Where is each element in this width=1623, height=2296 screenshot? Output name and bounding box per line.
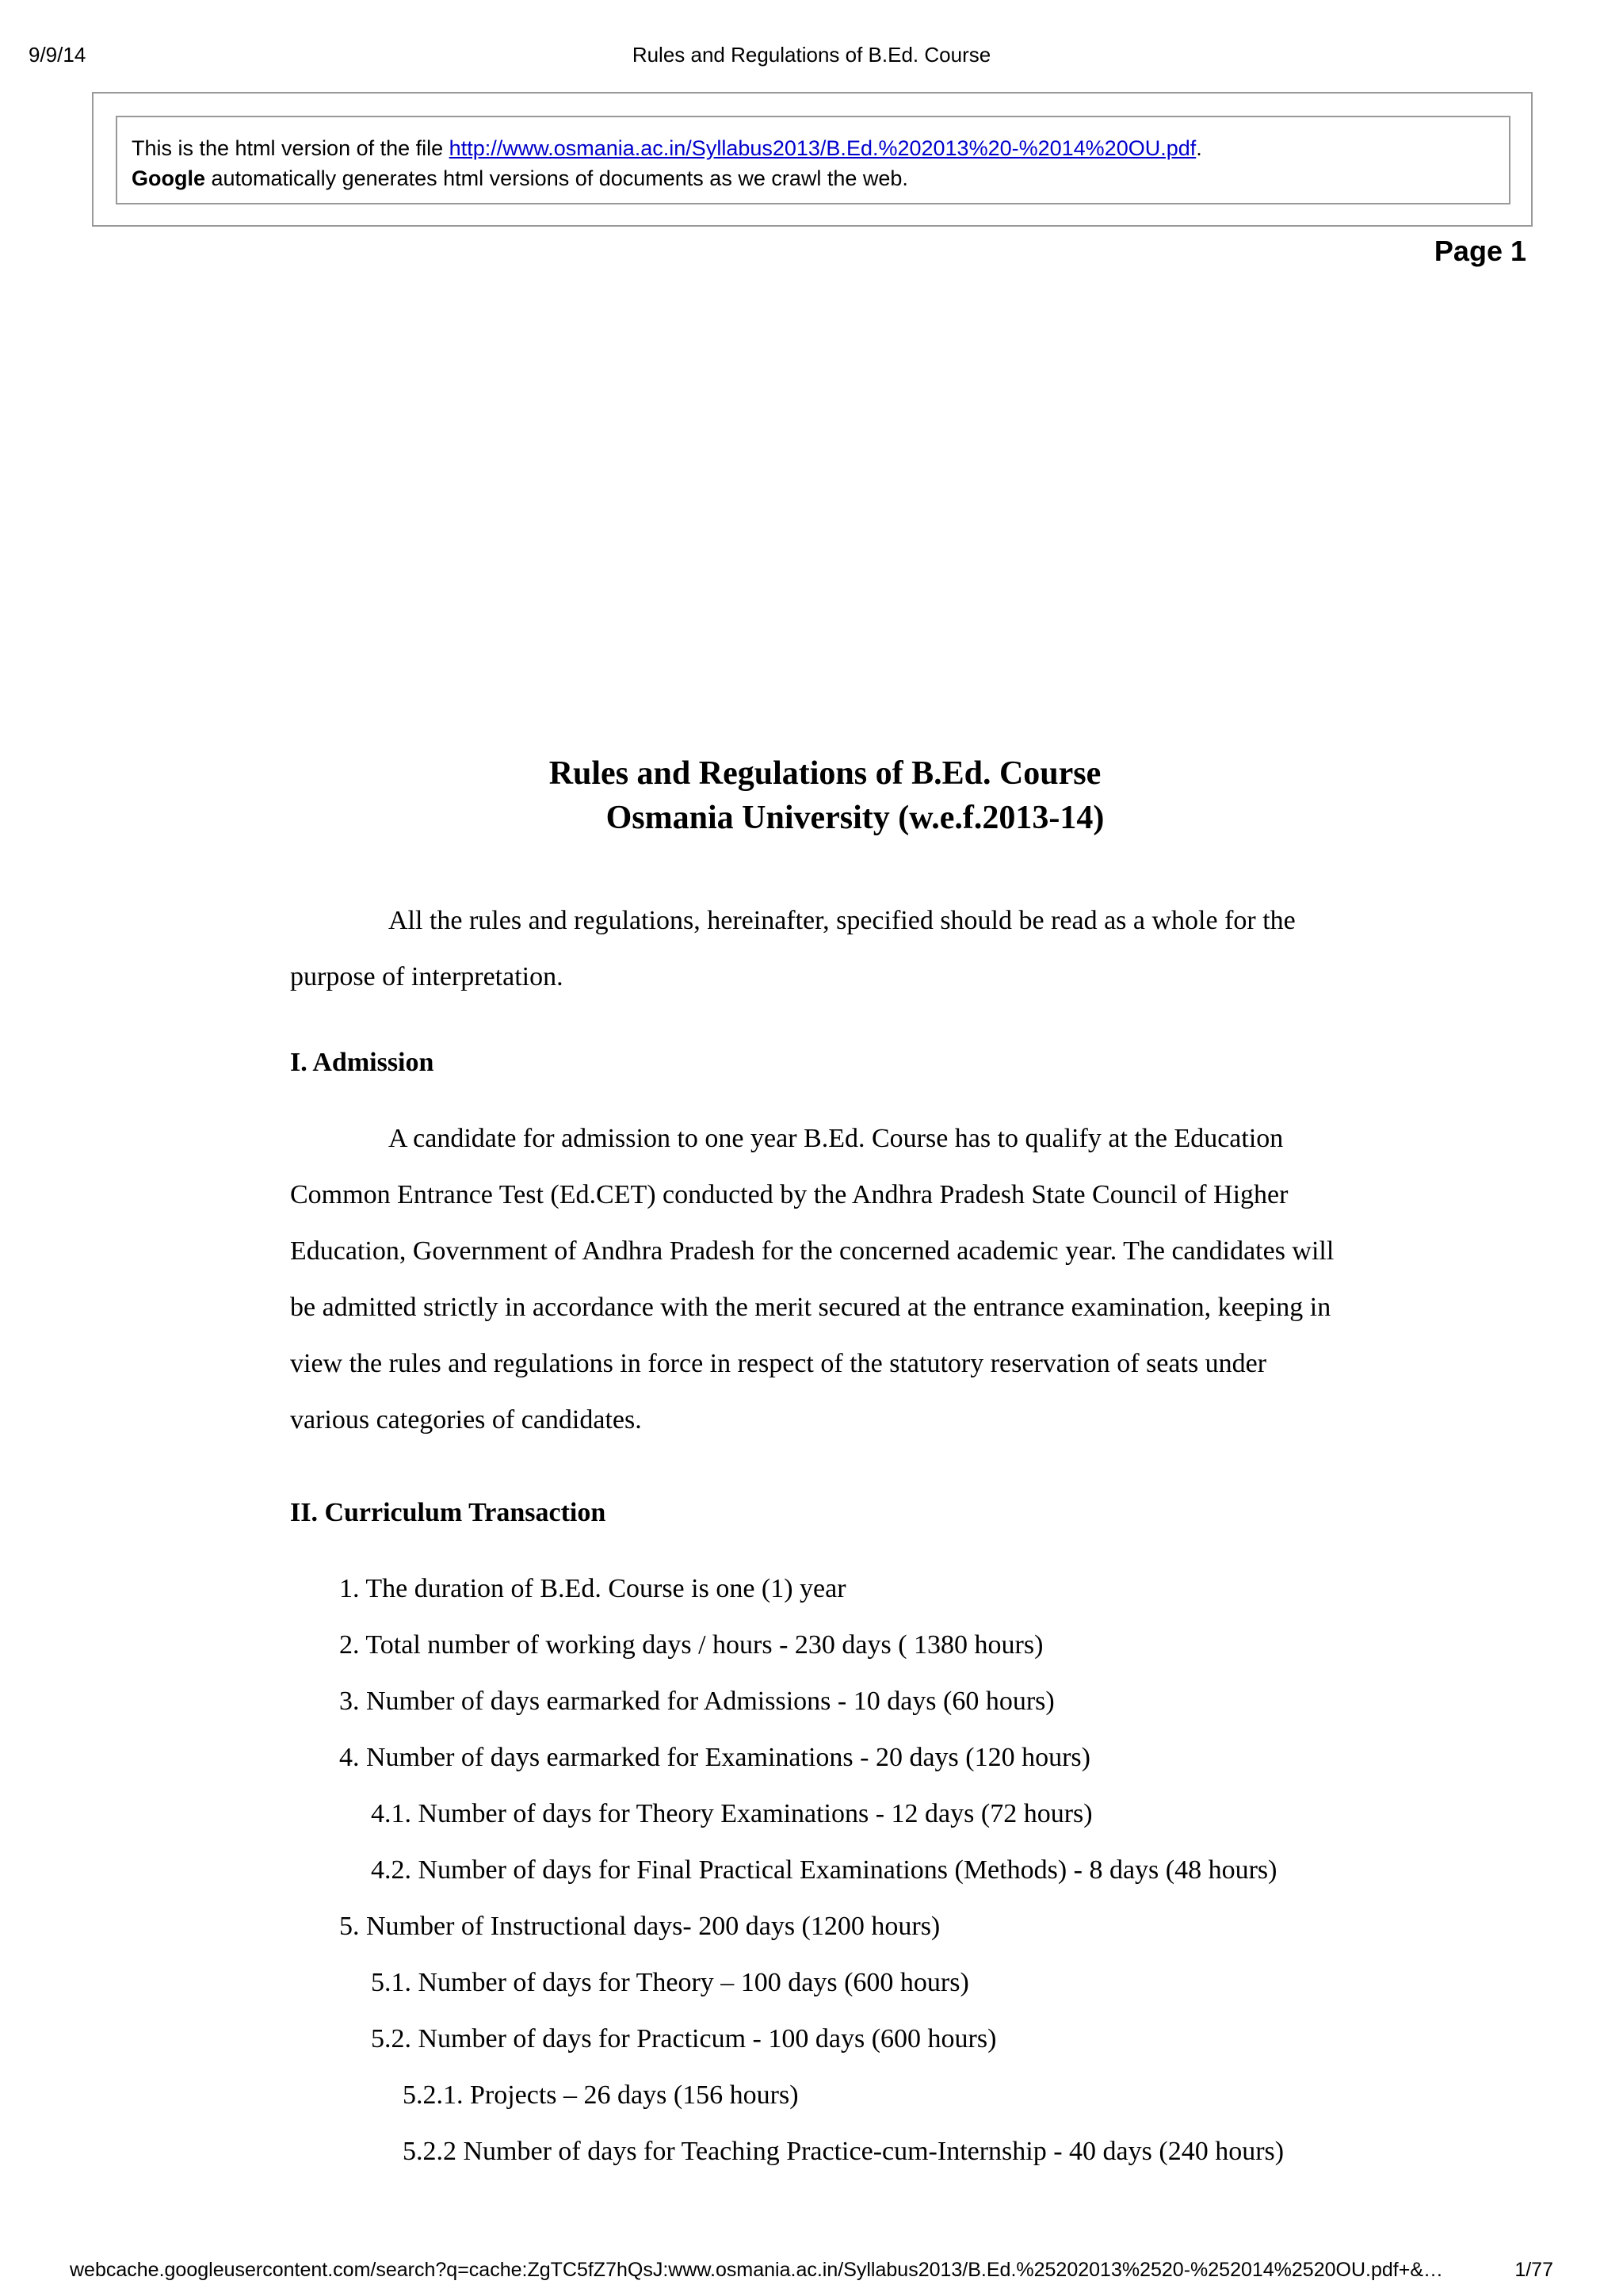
cache-notice-text: This is the html version of the file	[132, 136, 449, 160]
admission-line: various categories of candidates.	[290, 1405, 642, 1435]
print-title: Rules and Regulations of B.Ed. Course	[632, 43, 991, 67]
google-brand: Google	[132, 166, 205, 190]
list-item: 1. The duration of B.Ed. Course is one (1) year	[339, 1574, 846, 1603]
intro-paragraph	[290, 892, 1392, 1005]
cache-notice-period: .	[1196, 136, 1202, 160]
section-heading-curriculum: II. Curriculum Transaction	[290, 1498, 606, 1527]
list-item: 5.2.1. Projects – 26 days (156 hours)	[403, 2080, 799, 2110]
intro-line-2: purpose of interpretation.	[290, 962, 563, 991]
footer-page-count: 1/77	[1514, 2259, 1553, 2281]
list-item: 5.2.2 Number of days for Teaching Practice-cum-Internship - 40 days (240 hours)	[403, 2137, 1285, 2166]
list-item: 4.1. Number of days for Theory Examinations - 12 days (72 hours)	[371, 1799, 1093, 1828]
document-title-line2: Osmania University (w.e.f.2013-14)	[605, 800, 1105, 836]
document-title-line1: Rules and Regulations of B.Ed. Course	[548, 755, 1102, 792]
list-item: 4. Number of days earmarked for Examinations - 20 days (120 hours)	[339, 1743, 1090, 1772]
footer-url: webcache.googleusercontent.com/search?q=cache:ZgTC5fZ7hQsJ:www.osmania.ac.in/Syllabus2013/B.Ed.%25202013%2520-%252014%2520OU.pdf+&…	[70, 2259, 1443, 2281]
list-item: 5.1. Number of days for Theory – 100 days (600 hours)	[371, 1968, 969, 1997]
admission-line: be admitted strictly in accordance with the merit secured at the entrance examination, keeping in	[290, 1293, 1331, 1322]
admission-line: Education, Government of Andhra Pradesh for the concerned academic year. The candidates will	[290, 1236, 1335, 1266]
intro-line-1: All the rules and regulations, hereinafter, specified should be read as a whole for the	[388, 906, 1296, 935]
list-item: 3. Number of days earmarked for Admissions - 10 days (60 hours)	[339, 1687, 1055, 1716]
document-title	[0, 751, 1623, 840]
page-label: Page 1	[1434, 235, 1526, 267]
admission-line: view the rules and regulations in force in respect of the statutory reservation of seats under	[290, 1349, 1267, 1378]
admission-line: Common Entrance Test (Ed.CET) conducted by the Andhra Pradesh State Council of Higher	[290, 1180, 1289, 1209]
list-item: 2. Total number of working days / hours - 230 days ( 1380 hours)	[339, 1630, 1044, 1660]
admission-paragraph	[290, 1110, 1392, 1448]
cache-notice-text-2: automatically generates html versions of documents as we crawl the web.	[205, 166, 908, 190]
print-date: 9/9/14	[29, 43, 86, 67]
admission-line: A candidate for admission to one year B.Ed. Course has to qualify at the Education	[388, 1124, 1284, 1153]
source-pdf-link[interactable]: http://www.osmania.ac.in/Syllabus2013/B.Ed.%202013%20-%2014%20OU.pdf	[449, 136, 1197, 160]
print-header	[29, 43, 1594, 70]
cache-notice	[116, 116, 1510, 204]
list-item: 5.2. Number of days for Practicum - 100 days (600 hours)	[371, 2024, 997, 2053]
list-item: 4.2. Number of days for Final Practical Examinations (Methods) - 8 days (48 hours)	[371, 1855, 1277, 1885]
list-item: 5. Number of Instructional days- 200 days (1200 hours)	[339, 1912, 941, 1941]
section-heading-admission: I. Admission	[290, 1048, 434, 1077]
